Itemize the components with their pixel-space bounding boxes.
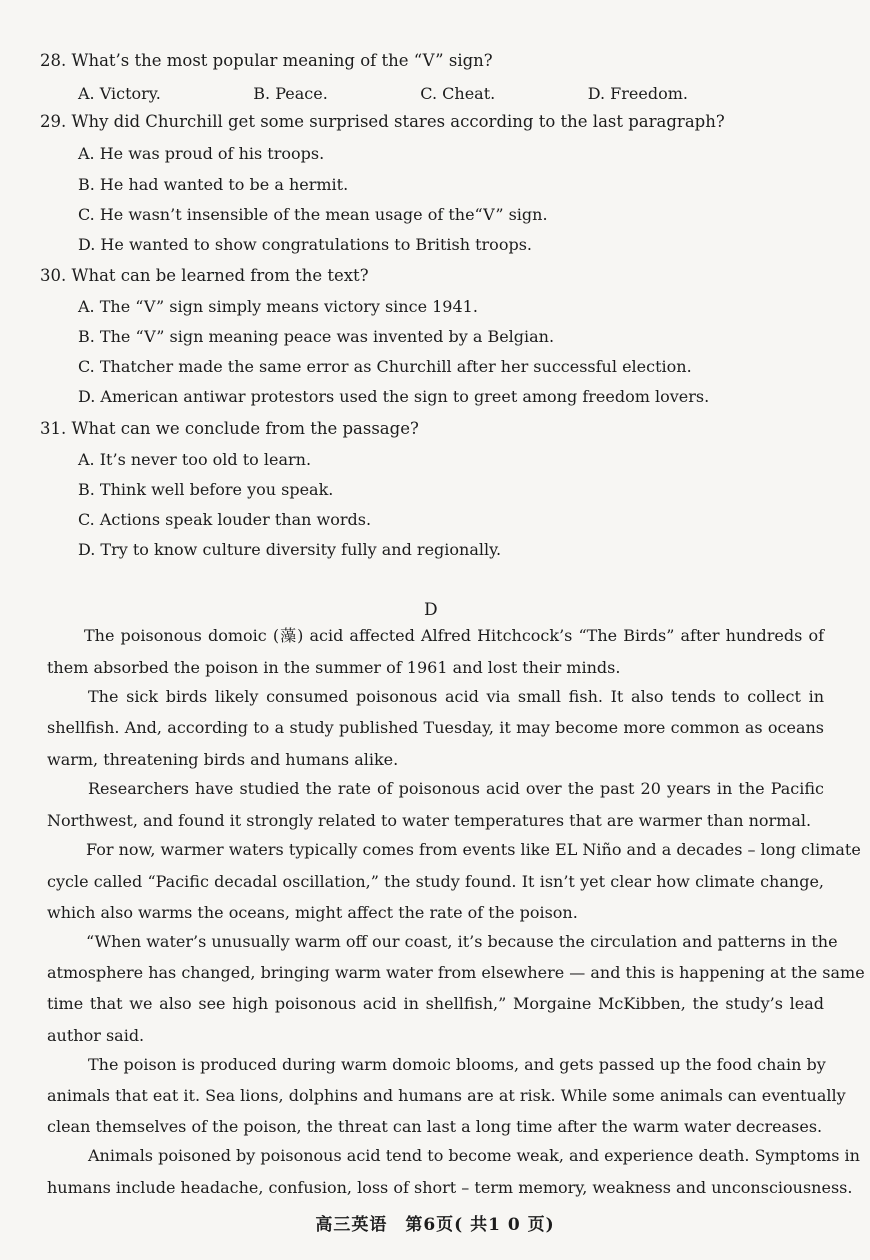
passage-line-12: atmosphere has changed, bringing warm water from elsewhere — and this is happening at the same — [47, 963, 865, 982]
passage-line-4: shellfish. And, according to a study published Tuesday, it may become more common as oceans — [47, 718, 824, 737]
q28-option-d: D. Freedom. — [587, 84, 688, 103]
passage-line-14: author said. — [47, 1026, 145, 1045]
passage-line-13: time that we also see high poisonous acid in shellfish,” Morgaine McKibben, the study’s lead — [47, 994, 824, 1013]
q30-option-b: B. The “V” sign meaning peace was invented by a Belgian. — [78, 327, 555, 346]
passage-line-17: clean themselves of the poison, the threat can last a long time after the warm water decreases. — [47, 1117, 823, 1136]
page-footer: 高三英语 第6页( 共1 0 页) — [315, 1215, 555, 1235]
q28-option-b: B. Peace. — [253, 84, 328, 103]
q31-option-c: C. Actions speak louder than words. — [78, 510, 372, 529]
q30-option-d: D. American antiwar protestors used the sign to greet among freedom lovers. — [78, 387, 710, 406]
q29-option-a: A. He was proud of his troops. — [78, 144, 325, 163]
passage-line-19: humans include headache, confusion, loss of short – term memory, weakness and unconsciousness. — [47, 1178, 853, 1197]
passage-line-8: For now, warmer waters typically comes from events like EL Niño and a decades – long climate — [86, 840, 861, 859]
q28-option-c: C. Cheat. — [420, 84, 496, 103]
q31-option-a: A. It’s never too old to learn. — [78, 450, 312, 469]
passage-line-10: which also warms the oceans, might affect the rate of the poison. — [47, 903, 578, 922]
passage-line-2: them absorbed the poison in the summer of 1961 and lost their minds. — [47, 658, 621, 677]
passage-line-11: “When water’s unusually warm off our coast, it’s because the circulation and patterns in the — [86, 932, 838, 951]
q29-option-d: D. He wanted to show congratulations to British troops. — [78, 235, 532, 254]
passage-line-15: The poison is produced during warm domoic blooms, and gets passed up the food chain by — [88, 1055, 826, 1074]
passage-title: D — [424, 600, 438, 620]
q31-option-b: B. Think well before you speak. — [78, 480, 334, 499]
passage-line-18: Animals poisoned by poisonous acid tend to become weak, and experience death. Symptoms in — [88, 1146, 860, 1165]
passage-line-16: animals that eat it. Sea lions, dolphins and humans are at risk. While some animals can eventually — [47, 1086, 846, 1105]
q28-options — [78, 84, 688, 103]
q29-option-c: C. He wasn’t insensible of the mean usage of the“V” sign. — [78, 205, 548, 224]
passage-line-6: Researchers have studied the rate of poisonous acid over the past 20 years in the Pacific — [88, 779, 824, 798]
passage-line-7: Northwest, and found it strongly related to water temperatures that are warmer than normal. — [47, 811, 812, 830]
q30-option-c: C. Thatcher made the same error as Churchill after her successful election. — [78, 357, 692, 376]
q31-stem: 31. What can we conclude from the passage? — [40, 419, 419, 438]
q28-stem: 28. What’s the most popular meaning of the “V” sign? — [40, 51, 493, 70]
q30-stem: 30. What can be learned from the text? — [40, 266, 369, 285]
q29-option-b: B. He had wanted to be a hermit. — [78, 175, 349, 194]
passage-line-1: The poisonous domoic (藻) acid affected Alfred Hitchcock’s “The Birds” after hundreds of — [84, 626, 824, 645]
passage-line-5: warm, threatening birds and humans alike. — [47, 750, 399, 769]
q28-option-a: A. Victory. — [78, 84, 161, 103]
q29-stem: 29. Why did Churchill get some surprised stares according to the last paragraph? — [40, 112, 725, 131]
passage-line-9: cycle called “Pacific decadal oscillation,” the study found. It isn’t yet clear how climate change, — [47, 872, 824, 891]
passage-line-3: The sick birds likely consumed poisonous acid via small fish. It also tends to collect in — [88, 687, 824, 706]
q31-option-d: D. Try to know culture diversity fully and regionally. — [78, 540, 502, 559]
q30-option-a: A. The “V” sign simply means victory since 1941. — [78, 297, 478, 316]
